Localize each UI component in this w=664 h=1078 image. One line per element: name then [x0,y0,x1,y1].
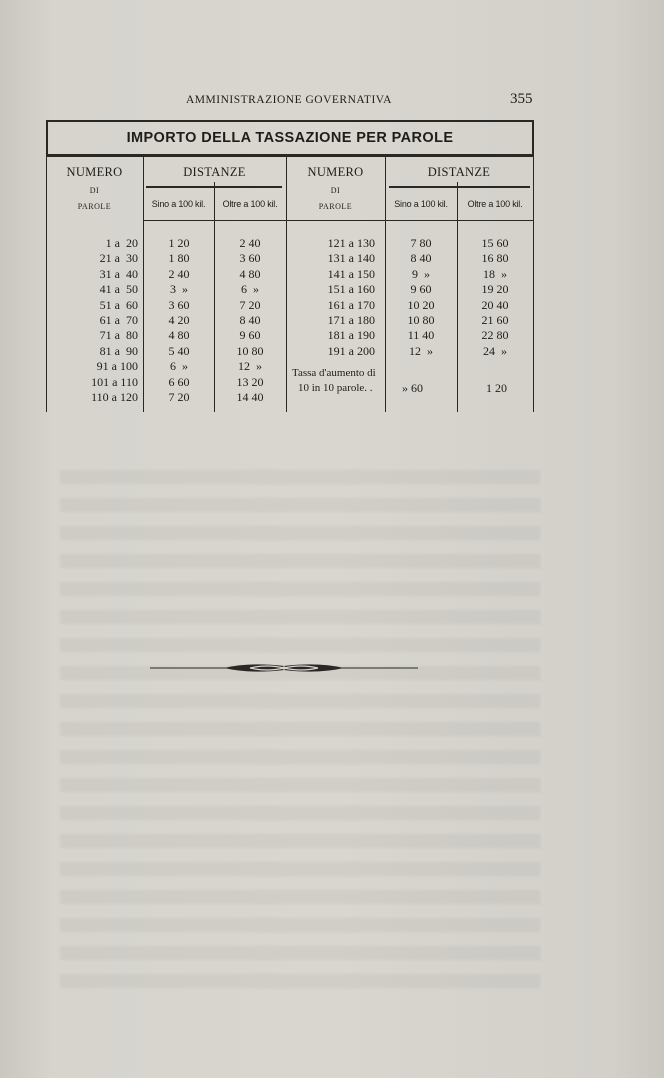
increment-sino: » 60 [402,381,423,395]
left-sino-cell: 7 20 [168,390,190,404]
left-oltre-cell: 4 80 [239,266,261,281]
right-sino-cell: 9 » [412,266,430,281]
right-words-range: 121 a 130 [327,236,375,250]
increment-oltre: 1 20 [486,381,507,395]
increment-note-line1: Tassa d'aumento di [292,367,376,379]
right-sino-cell: 10 20 [407,297,435,312]
right-words-range: 171 a 180 [327,313,375,327]
left-oltre-cell: 13 20 [236,374,264,389]
left-oltre-cell: 7 20 [239,297,261,312]
title-rule [46,154,534,157]
col-sep-1 [143,156,144,412]
header-di-right: DI [330,186,341,195]
right-sino-cell: 7 80 [410,236,432,250]
header-di-left: DI [89,186,100,195]
tariff-table [46,120,534,412]
right-oltre-cell: 22 80 [481,328,509,343]
right-words-range: 151 a 160 [327,282,375,297]
left-sino-cell: 4 80 [168,328,190,343]
left-sino-cell: 6 60 [168,374,190,389]
left-sino-cell: 2 40 [168,266,190,281]
left-oltre-cell: 10 80 [236,343,264,358]
left-sino-cell: 3 » [170,282,188,297]
left-words-range: 91 a 100 [96,359,138,374]
col-sep-4 [385,156,386,412]
page-number: 355 [510,91,533,107]
right-words-range: 131 a 140 [327,251,375,266]
header-parole-right: PAROLE [318,202,353,211]
show-through-text [60,470,540,990]
left-oltre-cell: 6 » [241,282,259,297]
distanze-rule-right [389,186,530,188]
right-oltre-cell: 16 80 [481,251,509,266]
left-sino-cell: 4 20 [168,313,190,327]
left-oltre-cell: 2 40 [239,236,261,250]
header-sino-left: Sino a 100 kil. [151,199,206,209]
left-sino-cell: 1 20 [168,236,190,250]
header-sino-right: Sino a 100 kil. [394,199,448,209]
left-sino-cell: 1 80 [168,251,190,266]
left-oltre-cell: 12 » [238,359,262,374]
right-words-range: 161 a 170 [327,297,375,312]
right-oltre-cell: 18 » [483,266,507,281]
left-words-range: 31 a 40 [99,266,138,281]
header-distanze-right: DISTANZE [427,165,491,179]
left-words-range: 41 a 50 [99,282,138,297]
left-words-range: 21 a 30 [99,251,138,266]
right-sino-cell: 10 80 [407,313,435,327]
left-oltre-cell: 3 60 [239,251,261,266]
left-words-range: 81 a 90 [99,343,138,358]
left-words-range: 1 a 20 [105,236,138,250]
right-sino-cell: 9 60 [410,282,432,297]
header-numero-right: NUMERO [307,165,364,179]
right-oltre-cell: 19 20 [481,282,509,297]
col-sep-5 [457,182,458,412]
right-oltre-cell: 21 60 [481,313,509,327]
header-distanze-left: DISTANZE [183,165,246,179]
right-sino-cell: 8 40 [410,251,432,266]
header-oltre-right: Oltre a 100 kil. [467,199,523,209]
left-sino-cell: 3 60 [168,297,190,312]
left-words-range: 71 a 80 [99,328,138,343]
left-words-range: 61 a 70 [99,313,138,327]
distanze-rule-left [146,186,282,188]
right-words-range: 191 a 200 [327,343,375,358]
left-sino-cell: 5 40 [168,343,190,358]
right-oltre-cell: 24 » [483,343,507,358]
left-words-range: 51 a 60 [99,297,138,312]
left-oltre-cell: 9 60 [239,328,261,343]
right-sino-cell: 11 40 [407,328,435,343]
col-sep-2 [214,182,215,412]
header-bottom-rule [143,220,534,221]
left-oltre-cell: 8 40 [239,313,261,327]
table-title: IMPORTO DELLA TASSAZIONE PER PAROLE [126,130,454,146]
left-sino-cell: 6 » [170,359,188,374]
ornament-divider [150,660,418,676]
increment-note-line2: 10 in 10 parole. . [298,382,373,394]
running-head: AMMINISTRAZIONE GOVERNATIVA [186,94,392,106]
right-sino-cell: 12 » [409,343,433,358]
left-oltre-cell: 14 40 [236,390,264,404]
header-oltre-left: Oltre a 100 kil. [222,199,278,209]
right-oltre-cell: 20 40 [481,297,509,312]
table-right-border [533,156,534,412]
right-oltre-cell: 15 60 [481,236,509,250]
header-parole-left: PAROLE [77,202,112,211]
header-numero-left: NUMERO [66,165,123,179]
left-words-range: 110 a 120 [91,390,138,404]
right-words-range: 141 a 150 [327,266,375,281]
left-words-range: 101 a 110 [91,374,138,389]
right-words-range: 181 a 190 [327,328,375,343]
